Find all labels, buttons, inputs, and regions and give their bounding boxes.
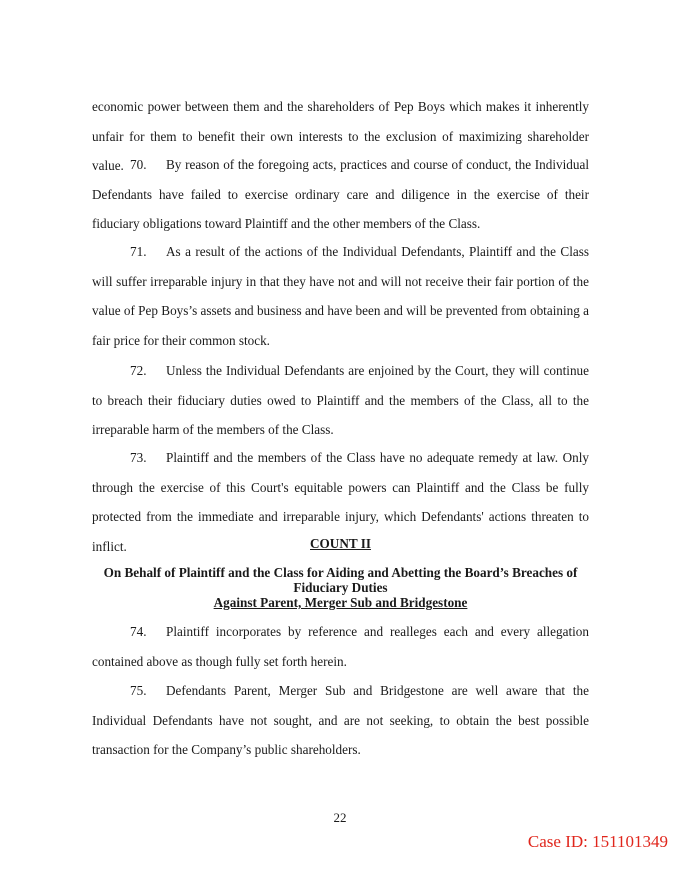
paragraph-text: Plaintiff and the members of the Class have no adequate remedy at law. Only through the exercise of this Court's equitable powers can Plaintiff and the Class be fully protected from the immediate and irreparable injury, which Defendants' actions threaten to inflict. — [92, 450, 589, 554]
paragraph-number: 70. — [130, 157, 147, 172]
paragraph-text: economic power between them and the shareholders of Pep Boys which makes it inherently unfair for them to benefit their own interests to the exclusion of maximizing shareholder value. — [92, 99, 589, 173]
paragraph-number: 71. — [130, 244, 147, 259]
page-number: 22 — [333, 810, 347, 825]
paragraph-text: Plaintiff incorporates by reference and realleges each and every allegation contained above as though fully set forth herein. — [92, 624, 589, 669]
paragraph-70 — [92, 150, 589, 239]
paragraph-number: 75. — [130, 683, 147, 698]
paragraph-number: 73. — [130, 450, 147, 465]
paragraph-text: Unless the Individual Defendants are enjoined by the Court, they will continue to breach their fiduciary duties owed to Plaintiff and the members of the Class, all to the irreparable harm of the members of the Class. — [92, 363, 589, 437]
paragraph-72 — [92, 356, 589, 445]
paragraph-74 — [92, 617, 589, 676]
paragraph-75 — [92, 676, 589, 765]
paragraph-71 — [92, 237, 589, 355]
paragraph-text: Defendants Parent, Merger Sub and Bridgestone are well aware that the Individual Defendants have not sought, and are not seeking, to obtain the best possible transaction for the Company’s public shareholders. — [92, 683, 589, 757]
count-title: COUNT II — [310, 536, 371, 551]
case-id-stamp: Case ID: 151101349 — [527, 832, 668, 851]
paragraph-number: 72. — [130, 363, 147, 378]
count-against: Against Parent, Merger Sub and Bridgestone — [213, 595, 468, 610]
paragraph-text: As a result of the actions of the Individual Defendants, Plaintiff and the Class will suffer irreparable injury in that they have not and will not receive their fair portion of the value of Pep Boys’s assets and business and have been and will be prevented from obtaining a fair price for their common stock. — [92, 244, 589, 348]
count-subtitle-text: On Behalf of Plaintiff and the Class for Aiding and Abetting the Board’s Breaches of Fiduciary Duties — [103, 565, 578, 595]
paragraph-text: By reason of the foregoing acts, practices and course of conduct, the Individual Defendants have failed to exercise ordinary care and diligence in the exercise of their fiduciary obligations toward Plaintiff and the other members of the Class. — [92, 157, 589, 231]
count-subtitle — [92, 565, 589, 610]
paragraph-number: 74. — [130, 624, 147, 639]
